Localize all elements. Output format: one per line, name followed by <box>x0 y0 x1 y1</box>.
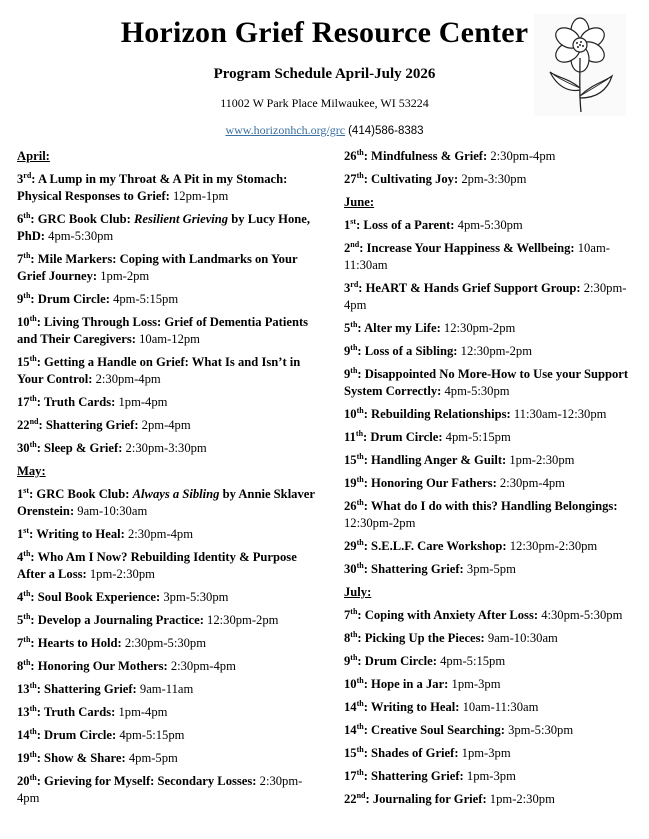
schedule-column-left <box>17 148 317 813</box>
event-item: 5th: Alter my Life: 12:30pm-2pm <box>344 319 516 335</box>
event-item: 30th: Shattering Grief: 3pm-5pm <box>344 560 516 576</box>
event-item: 10th: Living Through Loss: Grief of Dementia Patients and Their Caregivers: 10am-12pm <box>17 313 309 346</box>
month-heading-may: May: <box>17 464 46 478</box>
event-item: 14th: Writing to Heal: 10am-11:30am <box>344 698 539 714</box>
schedule-subtitle: Program Schedule April-July 2026 <box>213 66 436 82</box>
event-item: 17th: Shattering Grief: 1pm-3pm <box>344 767 516 783</box>
event-item: 27th: Cultivating Joy: 2pm-3:30pm <box>344 170 527 186</box>
website-link[interactable]: www.horizonhch.org/grc <box>225 123 346 137</box>
event-item: 19th: Show & Share: 4pm-5pm <box>17 749 178 765</box>
page-title: Horizon Grief Resource Center <box>120 16 529 49</box>
event-item: 22nd: Journaling for Grief: 1pm-2:30pm <box>344 790 555 806</box>
month-heading-june: June: <box>344 195 375 209</box>
event-item: 26th: What do I do with this? Handling Belongings: 12:30pm-2pm <box>344 497 618 530</box>
event-item: 13th: Shattering Grief: 9am-11am <box>17 680 194 696</box>
event-item: 1st: Writing to Heal: 2:30pm-4pm <box>17 525 194 541</box>
event-item: 26th: Mindfulness & Grief: 2:30pm-4pm <box>344 147 556 163</box>
event-item: 4th: Who Am I Now? Rebuilding Identity & Purpose After a Loss: 1pm-2:30pm <box>17 548 297 581</box>
event-item: 10th: Hope in a Jar: 1pm-3pm <box>344 675 501 691</box>
event-item: 30th: Sleep & Grief: 2:30pm-3:30pm <box>17 439 207 455</box>
event-item: 1st: Loss of a Parent: 4pm-5:30pm <box>344 216 523 232</box>
event-item: 10th: Rebuilding Relationships: 11:30am-12:30pm <box>344 405 607 421</box>
event-item: 4th: Soul Book Experience: 3pm-5:30pm <box>17 588 229 604</box>
event-item: 6th: GRC Book Club: Resilient Grieving by Lucy Hone, PhD: 4pm-5:30pm <box>17 210 310 243</box>
event-item: 15th: Getting a Handle on Grief: What Is and Isn’t in Your Control: 2:30pm-4pm <box>17 353 301 386</box>
event-item: 14th: Drum Circle: 4pm-5:15pm <box>17 726 185 742</box>
event-item: 7th: Hearts to Hold: 2:30pm-5:30pm <box>17 634 207 650</box>
event-item: 15th: Shades of Grief: 1pm-3pm <box>344 744 511 760</box>
event-item: 8th: Honoring Our Mothers: 2:30pm-4pm <box>17 657 236 673</box>
event-item: 1st: GRC Book Club: Always a Sibling by Annie Sklaver Orenstein: 9am-10:30am <box>17 485 315 518</box>
event-item: 22nd: Shattering Grief: 2pm-4pm <box>17 416 191 432</box>
event-item: 17th: Truth Cards: 1pm-4pm <box>17 393 168 409</box>
event-item: 20th: Grieving for Myself: Secondary Losses: 2:30pm-4pm <box>17 772 303 805</box>
event-item: 14th: Creative Soul Searching: 3pm-5:30pm <box>344 721 574 737</box>
event-item: 11th: Drum Circle: 4pm-5:15pm <box>344 428 511 444</box>
event-item: 9th: Drum Circle: 4pm-5:15pm <box>17 290 179 306</box>
contact-line <box>0 123 649 138</box>
event-item: 3rd: A Lump in my Throat & A Pit in my Stomach: Physical Responses to Grief: 12pm-1pm <box>17 170 288 203</box>
event-item: 9th: Loss of a Sibling: 12:30pm-2pm <box>344 342 533 358</box>
month-heading-april: April: <box>17 149 50 163</box>
event-item: 19th: Honoring Our Fathers: 2:30pm-4pm <box>344 474 565 490</box>
event-item: 7th: Coping with Anxiety After Loss: 4:30pm-5:30pm <box>344 606 623 622</box>
event-item: 2nd: Increase Your Happiness & Wellbeing: 10am-11:30am <box>344 239 610 272</box>
address: 11002 W Park Place Milwaukee, WI 53224 <box>220 96 429 110</box>
event-item: 13th: Truth Cards: 1pm-4pm <box>17 703 168 719</box>
event-item: 7th: Mile Markers: Coping with Landmarks on Your Grief Journey: 1pm-2pm <box>17 250 298 283</box>
event-item: 5th: Develop a Journaling Practice: 12:30pm-2pm <box>17 611 279 627</box>
flower-icon <box>534 14 626 116</box>
month-heading-july: July: <box>344 585 372 599</box>
schedule-column-right <box>344 148 639 814</box>
event-item: 3rd: HeART & Hands Grief Support Group: 2:30pm-4pm <box>344 279 627 312</box>
event-item: 15th: Handling Anger & Guilt: 1pm-2:30pm <box>344 451 575 467</box>
event-item: 9th: Drum Circle: 4pm-5:15pm <box>344 652 506 668</box>
event-item: 9th: Disappointed No More-How to Use your Support System Correctly: 4pm-5:30pm <box>344 365 629 398</box>
event-item: 8th: Picking Up the Pieces: 9am-10:30am <box>344 629 558 645</box>
phone-number: (414)586-8383 <box>348 125 424 137</box>
event-item: 29th: S.E.L.F. Care Workshop: 12:30pm-2:30pm <box>344 537 598 553</box>
